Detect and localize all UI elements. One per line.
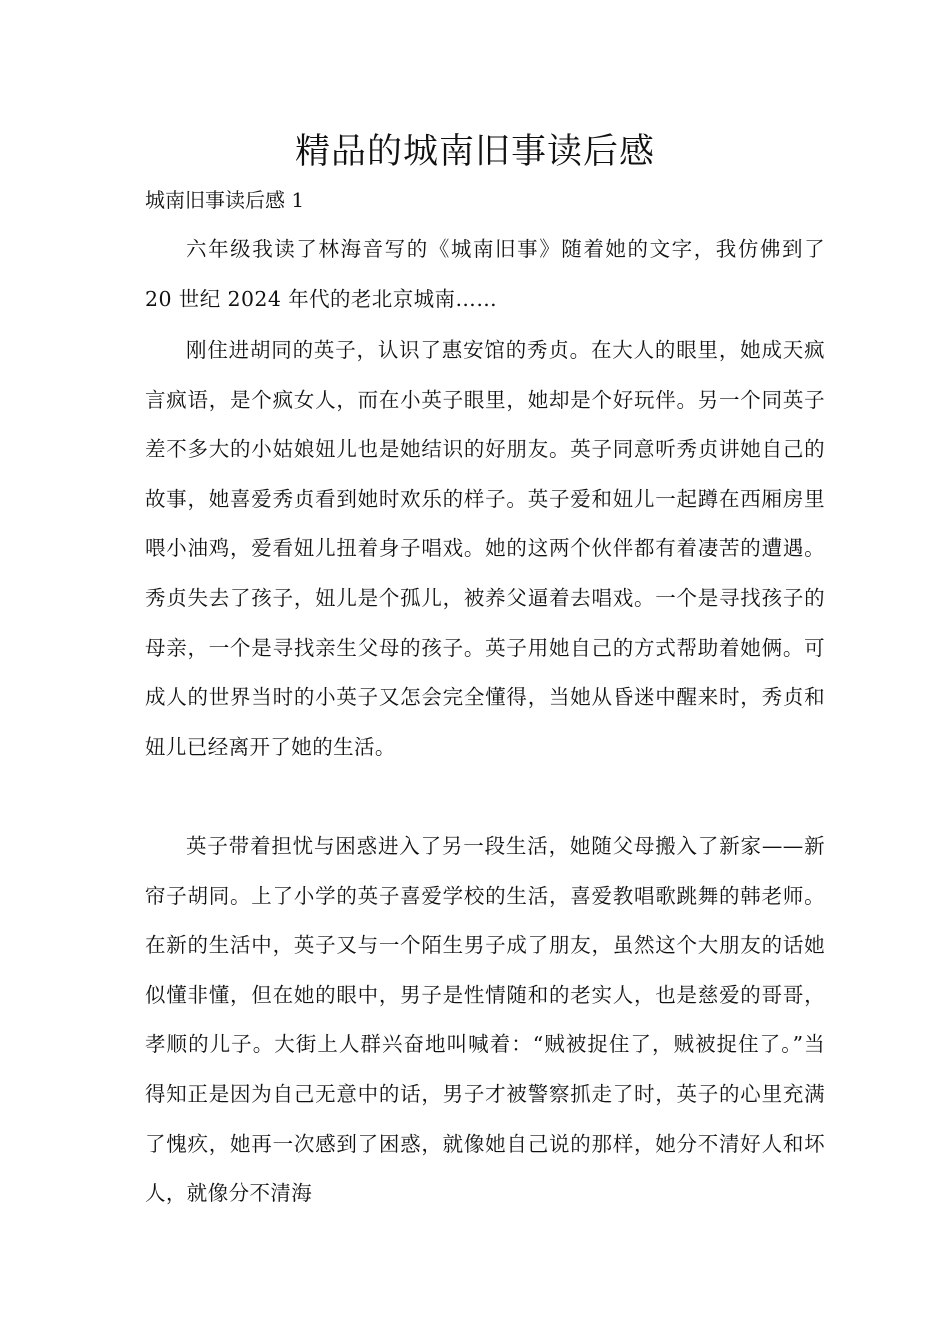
document-title: 精品的城南旧事读后感 [294,132,655,172]
paragraph-3: 英子带着担忧与困惑进入了另一段生活，她随父母搬入了新家——新帘子胡同。上了小学的英子喜爱学校的生活，喜爱教唱歌跳舞的韩老师。在新的生活中，英子又与一个陌生男子成了朋友，虽然这个大朋友的话她似懂非懂，但在她的眼中，男子是性情随和的老实人，也是慈爱的哥哥，孝顺的儿子。大街上人群兴奋地叫喊着：“贼被捉住了，贼被捉住了。”当得知正是因为自己无意中的话，男子才被警察抓走了时，英子的心里充满了愧疚，她再一次感到了困惑，就像她自己说的那样，她分不清好人和坏人，就像分不清海 [145,834,825,1206]
section-heading: 城南旧事读后感 1 [145,188,305,212]
paragraph-2: 刚住进胡同的英子，认识了惠安馆的秀贞。在大人的眼里，她成天疯言疯语，是个疯女人，而在小英子眼里，她却是个好玩伴。另一个同英子差不多大的小姑娘妞儿也是她结识的好朋友。英子同意听秀贞讲她自己的故事，她喜爱秀贞看到她时欢乐的样子。英子爱和妞儿一起蹲在西厢房里喂小油鸡，爱看妞儿扭着身子唱戏。她的这两个伙伴都有着凄苦的遭遇。秀贞失去了孩子，妞儿是个孤儿，被养父逼着去唱戏。一个是寻找孩子的母亲，一个是寻找亲生父母的孩子。英子用她自己的方式帮助着她俩。可成人的世界当时的小英子又怎会完全懂得，当她从昏迷中醒来时，秀贞和妞儿已经离开了她的生活。 [145,338,825,759]
paragraph-1: 六年级我读了林海音写的《城南旧事》随着她的文字，我仿佛到了 20 世纪 2024 年代的老北京城南…… [145,237,825,311]
